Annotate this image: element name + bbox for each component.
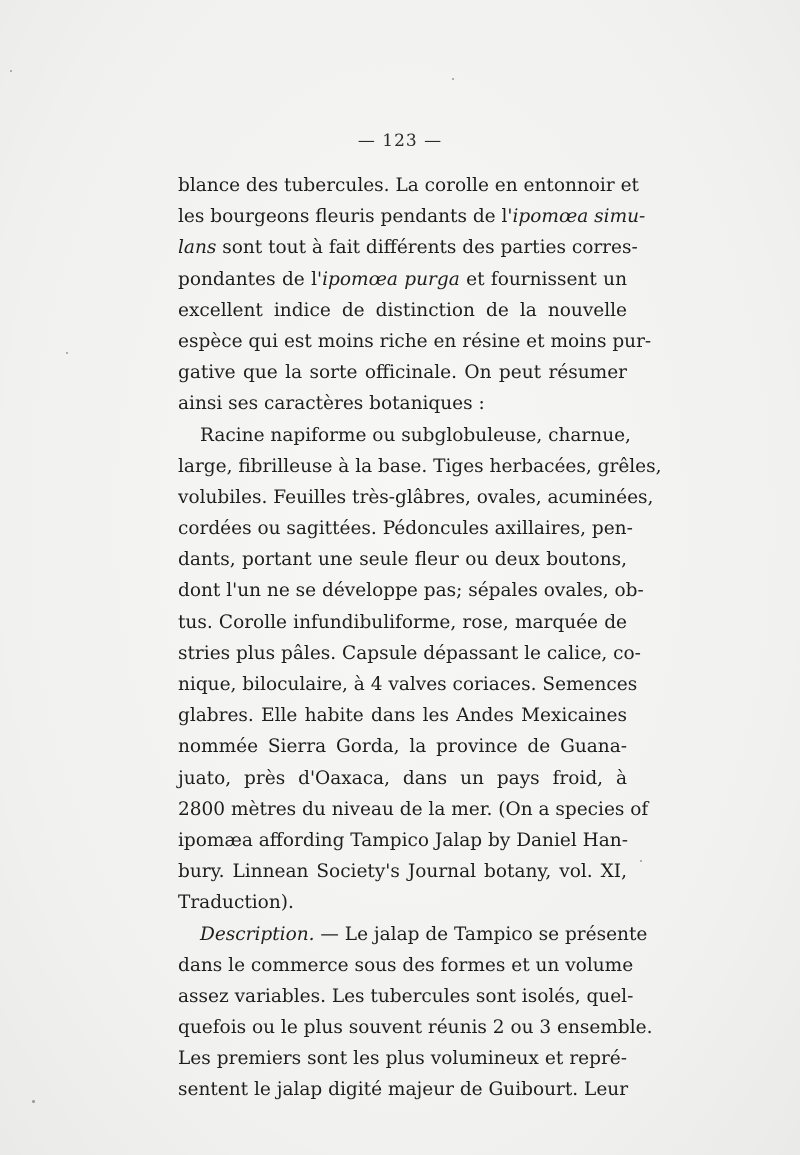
italic-text: lans [178, 237, 217, 259]
text-run: nommée Sierra Gorda, la province de Guana- [178, 736, 627, 758]
text-run: ainsi ses caractères botaniques : [178, 393, 485, 415]
text-run: volubiles. Feuilles très-glâbres, ovales, acuminées, [178, 486, 654, 508]
text-run: bury. Linnean Society's Journal botany, vol. XI, [178, 861, 627, 883]
text-run: large, fibrilleuse à la base. Tiges herbacées, grêles, [178, 455, 662, 477]
text-run: pondantes de l' [178, 268, 323, 290]
text-line [178, 544, 627, 575]
text-run: Traduction). [178, 892, 294, 914]
italic-text: ipomœa purga [322, 268, 460, 290]
italic-text: ipomœa simu- [512, 206, 646, 228]
text-run: stries plus pâles. Capsule dépassant le calice, co- [178, 642, 641, 664]
text-line [178, 575, 644, 606]
paper-speck [640, 860, 642, 862]
text-line [178, 607, 627, 638]
paper-speck [32, 1100, 35, 1103]
text-line [178, 482, 654, 513]
paper-speck [66, 352, 68, 354]
text-line [178, 669, 638, 700]
text-run: Racine napiforme ou subglobuleuse, charnue, [200, 424, 631, 446]
text-run: tus. Corolle infundibuliforme, rose, marquée de [178, 611, 627, 633]
text-line [178, 170, 639, 201]
text-run: excellent indice de distinction de la nouvelle [178, 299, 627, 321]
text-line [178, 981, 634, 1012]
text-line [178, 700, 627, 731]
text-line [178, 950, 634, 981]
text-run: sont tout à fait différents des parties corres- [216, 237, 638, 259]
text-line [178, 856, 627, 887]
text-line [178, 825, 627, 856]
text-line [178, 513, 633, 544]
paper-speck [452, 78, 454, 80]
text-line [178, 357, 627, 388]
text-run: Les premiers sont les plus volumineux et repré- [178, 1048, 627, 1070]
text-line [178, 326, 652, 357]
body-text [178, 170, 662, 1106]
text-run: quefois ou le plus souvent réunis 2 ou 3 ensemble. [178, 1017, 653, 1039]
text-run: 2800 mètres du niveau de la mer. (On a species of [178, 798, 649, 820]
paper-speck [10, 70, 12, 72]
text-line [178, 1074, 627, 1105]
text-run: ipomæa affording Tampico Jalap by Daniel Han- [178, 829, 628, 851]
text-run: dans le commerce sous des formes et un volume [178, 954, 634, 976]
text-line [178, 731, 627, 762]
text-run: gative que la sorte officinale. On peut résumer [178, 362, 627, 384]
text-run: et fournissent un [459, 268, 627, 290]
text-run: sentent le jalap digité majeur de Guibourt. Leur [178, 1079, 629, 1101]
text-run: glabres. Elle habite dans les Andes Mexicaines [178, 705, 627, 727]
text-line [178, 264, 627, 295]
page-number: — 123 — [357, 131, 443, 151]
text-line [178, 201, 646, 232]
text-line [178, 1043, 627, 1074]
text-run: assez variables. Les tubercules sont isolés, quel- [178, 985, 634, 1007]
text-line [178, 232, 638, 263]
text-run: dont l'un ne se développe pas; sépales ovales, ob- [178, 580, 644, 602]
text-line [178, 763, 627, 794]
text-run: — Le jalap de Tampico se présente [314, 923, 648, 945]
text-run: dants, portant une seule fleur ou deux boutons, [178, 549, 627, 571]
text-run: nique, biloculaire, à 4 valves coriaces. Semences [178, 674, 638, 695]
text-run: cordées ou sagittées. Pédoncules axillaires, pen- [178, 518, 633, 540]
text-run: blance des tubercules. La corolle en entonnoir et [178, 175, 639, 196]
text-run: juato, près d'Oaxaca, dans un pays froid, à [178, 767, 627, 789]
text-line [178, 388, 627, 419]
text-line [178, 295, 627, 326]
text-line [178, 919, 648, 950]
text-run: espèce qui est moins riche en résine et moins pur- [178, 330, 652, 352]
text-line [178, 638, 641, 669]
text-line [178, 794, 649, 825]
text-line [178, 420, 631, 451]
text-line [178, 1012, 653, 1043]
text-line [178, 887, 627, 918]
italic-text: Description. [200, 923, 315, 945]
text-run: les bourgeons fleuris pendants de l' [178, 206, 513, 228]
text-line [178, 451, 662, 482]
